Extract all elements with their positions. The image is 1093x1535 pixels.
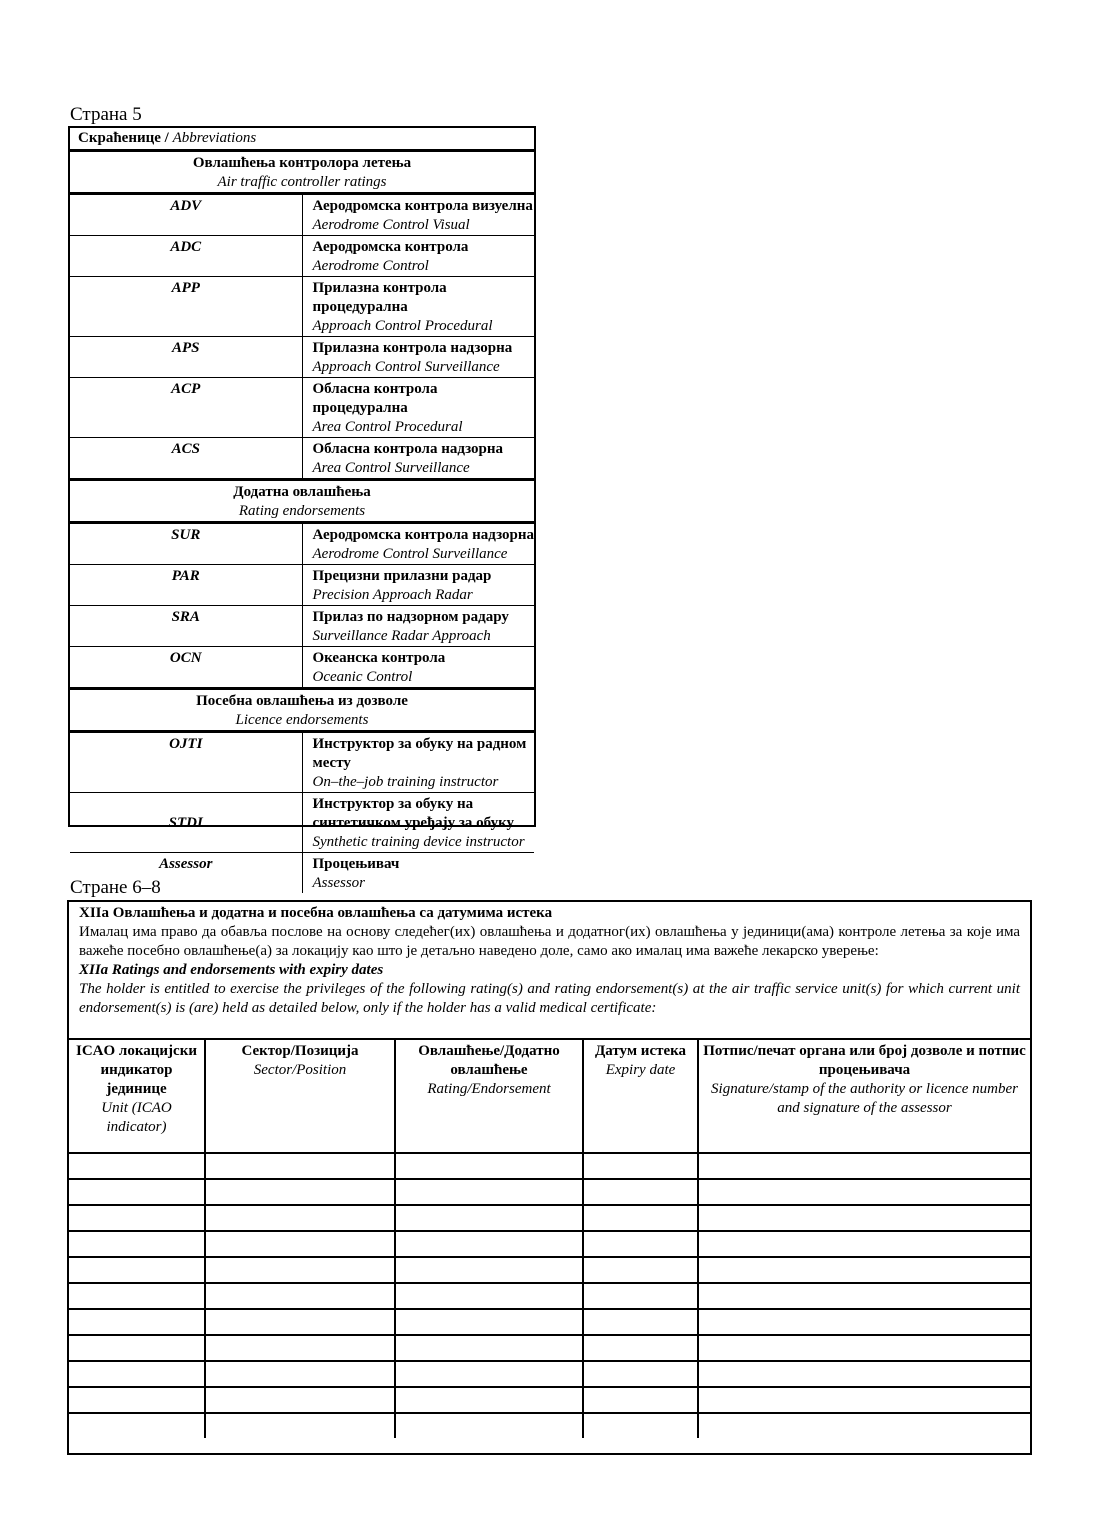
- ratings-empty-cell[interactable]: [205, 1413, 395, 1438]
- ratings-empty-row: [69, 1205, 1030, 1231]
- abbreviation-en: Assessor: [312, 875, 366, 891]
- abbreviation-description: [302, 853, 534, 894]
- ratings-empty-cell[interactable]: [698, 1309, 1030, 1335]
- abbreviation-description: [302, 277, 534, 337]
- abbreviation-en: Oceanic Control: [312, 669, 413, 685]
- ratings-empty-cell[interactable]: [69, 1179, 205, 1205]
- abbreviation-en: Area Control Surveillance: [312, 460, 470, 476]
- ratings-empty-cell[interactable]: [205, 1231, 395, 1257]
- ratings-empty-cell[interactable]: [395, 1283, 583, 1309]
- abbreviation-row: [70, 606, 534, 647]
- abbreviation-code: ADV: [70, 194, 302, 236]
- ratings-empty-cell[interactable]: [583, 1335, 698, 1361]
- ratings-empty-cell[interactable]: [395, 1361, 583, 1387]
- column-header-en: Sector/Position: [253, 1062, 347, 1078]
- ratings-text-sr: Ималац има право да обавља послове на основу следећег(их) овлашћења и додатног(их) овлашћења у јединици(ама) контроле летења за које има важеће посебно овлашћење(а) за локацију као што је детаљно наведено доле, само ако ималац има важеће лекарско уверење:: [79, 924, 1020, 959]
- ratings-section: [67, 900, 1032, 1455]
- ratings-empty-cell[interactable]: [69, 1153, 205, 1179]
- abbreviation-description: [302, 793, 534, 853]
- abbreviation-row: [70, 277, 534, 337]
- ratings-title-sr: XIIа Овлашћења и додатна и посебна овлашћења са датумима истека: [79, 905, 553, 921]
- ratings-empty-row: [69, 1283, 1030, 1309]
- abbreviation-en: Aerodrome Control Surveillance: [312, 546, 508, 562]
- abbreviation-sr: Прецизни прилазни радар: [312, 568, 492, 584]
- ratings-empty-cell[interactable]: [205, 1205, 395, 1231]
- abbreviation-sr: Аеродромска контрола надзорна: [312, 527, 534, 543]
- section-heading-row: [70, 689, 534, 732]
- ratings-empty-row: [69, 1361, 1030, 1387]
- ratings-empty-cell[interactable]: [69, 1231, 205, 1257]
- ratings-empty-cell[interactable]: [583, 1361, 698, 1387]
- abbreviation-sr: Обласна контрола надзорна: [312, 441, 504, 457]
- ratings-empty-cell[interactable]: [69, 1387, 205, 1413]
- abbreviation-row: [70, 438, 534, 480]
- section-heading-sr: Додатна овлашћења: [233, 484, 371, 500]
- column-header-sr: Потпис/печат органа или број дозволе и потпис процењивача: [703, 1043, 1026, 1078]
- abbreviation-code: APS: [70, 337, 302, 378]
- abbreviation-code: PAR: [70, 565, 302, 606]
- abbreviation-sr: Инструктор за обуку на радном месту: [312, 736, 527, 771]
- ratings-empty-cell[interactable]: [205, 1283, 395, 1309]
- column-header-sr: Сектор/Позиција: [241, 1043, 359, 1059]
- abbreviation-description: [302, 647, 534, 689]
- ratings-empty-cell[interactable]: [69, 1309, 205, 1335]
- abbreviation-sr: Процењивач: [312, 856, 400, 872]
- abbreviation-sr: Прилазна контрола процедурална: [312, 280, 447, 315]
- abbreviation-sr: Аеродромска контрола: [312, 239, 469, 255]
- ratings-empty-cell[interactable]: [205, 1309, 395, 1335]
- abbreviations-title-en: Abbreviations: [172, 130, 257, 146]
- abbreviation-sr: Океанска контрола: [312, 650, 446, 666]
- ratings-empty-cell[interactable]: [395, 1179, 583, 1205]
- abbreviation-description: [302, 438, 534, 480]
- column-header-sr: Датум истека: [594, 1043, 687, 1059]
- ratings-empty-cell[interactable]: [395, 1205, 583, 1231]
- abbreviation-code: STDI: [70, 793, 302, 853]
- column-header-sr: ICAO локацијски индикатор јединице: [76, 1043, 197, 1097]
- abbreviation-row: [70, 378, 534, 438]
- ratings-header-row: [69, 1039, 1030, 1153]
- ratings-empty-cell[interactable]: [698, 1283, 1030, 1309]
- ratings-column-header: [395, 1039, 583, 1153]
- ratings-empty-cell[interactable]: [698, 1361, 1030, 1387]
- abbreviation-row: [70, 194, 534, 236]
- ratings-empty-cell[interactable]: [395, 1413, 583, 1438]
- ratings-empty-cell[interactable]: [395, 1153, 583, 1179]
- abbreviation-description: [302, 194, 534, 236]
- section-heading-en: Rating endorsements: [238, 503, 366, 519]
- ratings-empty-cell[interactable]: [395, 1335, 583, 1361]
- ratings-empty-cell[interactable]: [583, 1387, 698, 1413]
- ratings-text-en: The holder is entitled to exercise the privileges of the following rating(s) and rating endorsement(s) at the air traffic service unit(s) for which current unit endorsement(s) is (are) held as detailed below, only if the holder has a valid medical certificate:: [79, 981, 1020, 1016]
- ratings-column-header: [698, 1039, 1030, 1153]
- ratings-column-header: [69, 1039, 205, 1153]
- section-heading-row: [70, 480, 534, 523]
- section-heading-row: [70, 151, 534, 194]
- ratings-empty-cell[interactable]: [698, 1257, 1030, 1283]
- column-header-en: Expiry date: [605, 1062, 676, 1078]
- column-header-en: Signature/stamp of the authority or licence number and signature of the assessor: [711, 1081, 1018, 1116]
- abbreviation-sr: Прилазна контрола надзорна: [312, 340, 513, 356]
- abbreviation-description: [302, 523, 534, 565]
- ratings-table: [69, 1038, 1030, 1438]
- ratings-empty-cell[interactable]: [205, 1179, 395, 1205]
- abbreviation-row: [70, 523, 534, 565]
- ratings-empty-row: [69, 1335, 1030, 1361]
- abbreviation-en: On–the–job training instructor: [312, 774, 499, 790]
- abbreviation-en: Surveillance Radar Approach: [312, 628, 491, 644]
- abbreviation-en: Synthetic training device instructor: [312, 834, 525, 850]
- ratings-empty-cell[interactable]: [69, 1283, 205, 1309]
- section-heading-en: Air traffic controller ratings: [217, 174, 387, 190]
- abbreviation-en: Approach Control Procedural: [312, 318, 493, 334]
- abbreviation-row: [70, 337, 534, 378]
- abbreviation-description: [302, 337, 534, 378]
- ratings-column-header: [205, 1039, 395, 1153]
- abbreviation-code: ACS: [70, 438, 302, 480]
- abbreviation-code: OCN: [70, 647, 302, 689]
- column-header-en: Rating/Endorsement: [427, 1081, 551, 1097]
- column-header-en: Unit (ICAO indicator): [101, 1100, 172, 1135]
- abbreviation-description: [302, 378, 534, 438]
- abbreviation-code: ADC: [70, 236, 302, 277]
- abbreviation-sr: Прилаз по надзорном радару: [312, 609, 509, 625]
- section-heading-en: Licence endorsements: [235, 712, 369, 728]
- ratings-empty-cell[interactable]: [395, 1231, 583, 1257]
- ratings-empty-cell[interactable]: [583, 1179, 698, 1205]
- ratings-empty-cell[interactable]: [205, 1257, 395, 1283]
- column-header-sr: Овлашћење/Додатно овлашћење: [418, 1043, 560, 1078]
- abbreviation-code: ACP: [70, 378, 302, 438]
- abbreviation-sr: Аеродромска контрола визуелна: [312, 198, 533, 214]
- ratings-empty-cell[interactable]: [583, 1231, 698, 1257]
- abbreviation-sr: Обласна контрола процедурална: [312, 381, 438, 416]
- ratings-empty-cell[interactable]: [205, 1153, 395, 1179]
- ratings-empty-cell[interactable]: [583, 1153, 698, 1179]
- abbreviation-row: [70, 236, 534, 277]
- abbreviation-description: [302, 565, 534, 606]
- ratings-empty-cell[interactable]: [698, 1179, 1030, 1205]
- abbreviation-en: Precision Approach Radar: [312, 587, 473, 603]
- abbreviation-row: [70, 565, 534, 606]
- abbreviation-en: Aerodrome Control Visual: [312, 217, 470, 233]
- ratings-empty-cell[interactable]: [583, 1257, 698, 1283]
- ratings-empty-cell[interactable]: [69, 1413, 205, 1438]
- section-heading-sr: Посебна овлашћења из дозволе: [196, 693, 408, 709]
- abbreviation-en: Area Control Procedural: [312, 419, 463, 435]
- ratings-empty-cell[interactable]: [698, 1335, 1030, 1361]
- ratings-empty-cell[interactable]: [698, 1387, 1030, 1413]
- abbreviation-code: Assessor: [70, 853, 302, 894]
- abbreviation-en: Aerodrome Control: [312, 258, 429, 274]
- ratings-empty-row: [69, 1387, 1030, 1413]
- ratings-empty-row: [69, 1231, 1030, 1257]
- section-heading-sr: Овлашћења контролора летења: [192, 155, 412, 171]
- ratings-empty-cell[interactable]: [698, 1413, 1030, 1438]
- ratings-empty-cell[interactable]: [698, 1153, 1030, 1179]
- abbreviation-description: [302, 236, 534, 277]
- abbreviation-code: OJTI: [70, 732, 302, 793]
- ratings-empty-row: [69, 1153, 1030, 1179]
- ratings-empty-cell[interactable]: [698, 1205, 1030, 1231]
- ratings-title-en: XIIa Ratings and endorsements with expiry dates: [79, 962, 384, 978]
- ratings-empty-row: [69, 1257, 1030, 1283]
- abbreviation-row: [70, 793, 534, 853]
- abbreviation-row: [70, 732, 534, 793]
- ratings-empty-cell[interactable]: [69, 1205, 205, 1231]
- ratings-intro: [69, 902, 1030, 1038]
- ratings-empty-cell[interactable]: [395, 1309, 583, 1335]
- ratings-empty-cell[interactable]: [205, 1387, 395, 1413]
- abbreviations-title-sr: Скраћенице /: [78, 130, 169, 146]
- ratings-empty-cell[interactable]: [395, 1387, 583, 1413]
- abbreviation-en: Approach Control Surveillance: [312, 359, 500, 375]
- abbreviation-code: SUR: [70, 523, 302, 565]
- abbreviation-description: [302, 606, 534, 647]
- abbreviation-row: [70, 647, 534, 689]
- ratings-empty-cell[interactable]: [69, 1361, 205, 1387]
- ratings-empty-cell[interactable]: [583, 1413, 698, 1438]
- ratings-empty-row: [69, 1309, 1030, 1335]
- ratings-empty-cell[interactable]: [205, 1361, 395, 1387]
- ratings-empty-cell[interactable]: [583, 1283, 698, 1309]
- page68-label: Стране 6–8: [70, 877, 161, 898]
- ratings-empty-cell[interactable]: [69, 1335, 205, 1361]
- ratings-empty-row: [69, 1179, 1030, 1205]
- ratings-empty-cell[interactable]: [583, 1309, 698, 1335]
- abbreviation-code: SRA: [70, 606, 302, 647]
- ratings-empty-cell[interactable]: [205, 1335, 395, 1361]
- ratings-empty-cell[interactable]: [583, 1205, 698, 1231]
- ratings-empty-row: [69, 1413, 1030, 1438]
- page5-label: Страна 5: [70, 104, 142, 125]
- abbreviations-title-row: [70, 128, 534, 151]
- ratings-empty-cell[interactable]: [395, 1257, 583, 1283]
- ratings-column-header: [583, 1039, 698, 1153]
- ratings-empty-cell[interactable]: [698, 1231, 1030, 1257]
- abbreviation-code: APP: [70, 277, 302, 337]
- abbreviation-description: [302, 732, 534, 793]
- abbreviation-sr: Инструктор за обуку на синтетичком уређају за обуку: [312, 796, 515, 831]
- ratings-empty-cell[interactable]: [69, 1257, 205, 1283]
